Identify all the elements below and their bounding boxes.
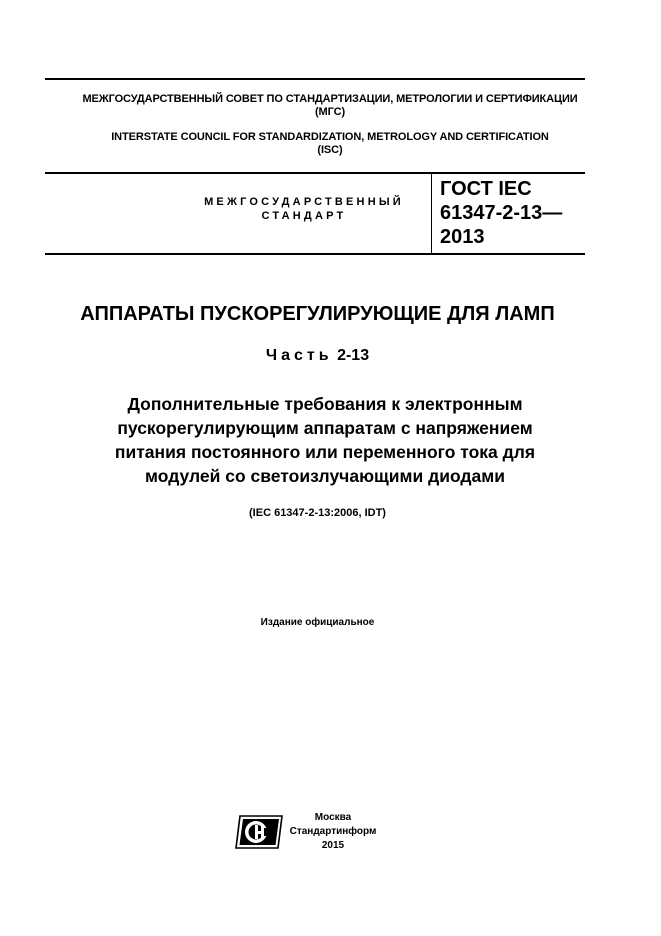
- part-word: Часть: [265, 347, 333, 364]
- publisher-block: [278, 811, 388, 853]
- standard-kind-line1: МЕЖГОСУДАРСТВЕННЫЙ: [204, 196, 404, 208]
- iec-reference: (IEC 61347-2-13:2006, IDT): [249, 507, 386, 519]
- council-abbr-ru: (МГС): [314, 106, 346, 118]
- publisher-city: Москва: [314, 812, 352, 823]
- header-divider-rule: [45, 172, 585, 174]
- standard-kind-line2: СТАНДАРТ: [261, 210, 347, 222]
- part-label: [5, 346, 630, 366]
- header-bottom-rule: [45, 253, 585, 255]
- vertical-divider: [431, 174, 432, 253]
- publisher-name: Стандартинформ: [289, 826, 377, 837]
- council-name-ru: МЕЖГОСУДАРСТВЕННЫЙ СОВЕТ ПО СТАНДАРТИЗАЦИИ, МЕТРОЛОГИИ И СЕРТИФИКАЦИИ: [82, 93, 578, 105]
- council-name-en: INTERSTATE COUNCIL FOR STANDARDIZATION, METROLOGY AND CERTIFICATION: [111, 131, 549, 143]
- standard-number: ГОСТ IEC 61347-2-13— 2013: [440, 178, 563, 248]
- edition-note: Издание официальное: [260, 617, 375, 628]
- document-title: АППАРАТЫ ПУСКОРЕГУЛИРУЮЩИЕ ДЛЯ ЛАМП: [80, 303, 555, 325]
- publication-year: 2015: [321, 840, 345, 851]
- part-number: 2-13: [337, 347, 370, 364]
- top-rule: [45, 78, 585, 80]
- document-subtitle: Дополнительные требования к электронным пускорегулирующим аппаратам с напряжением питания постоянного или переменного тока для модулей со светоизлучающими диодами: [114, 394, 536, 486]
- standartinform-logo-icon: [234, 814, 284, 850]
- council-abbr-en: (ISC): [317, 144, 343, 156]
